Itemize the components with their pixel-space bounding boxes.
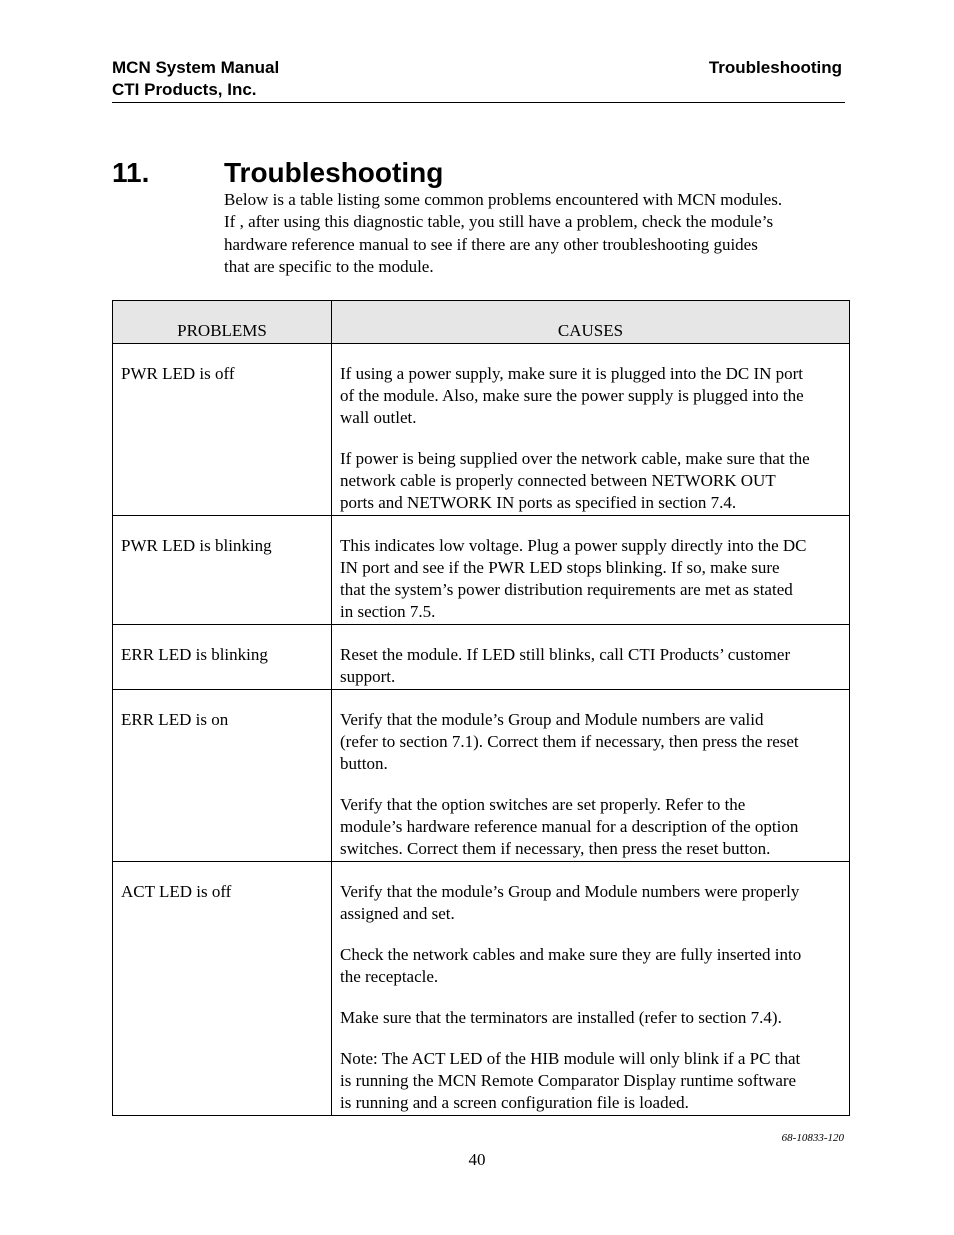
cause-line: IN port and see if the PWR LED stops blinking. If so, make sure bbox=[340, 558, 780, 577]
problem-cell: ERR LED is on bbox=[113, 690, 332, 862]
cause-line: that the system’s power distribution requirements are met as stated bbox=[340, 580, 793, 599]
cause-line: ports and NETWORK IN ports as specified in section 7.4. bbox=[340, 493, 737, 512]
cause-paragraph bbox=[340, 644, 843, 688]
causes-cell bbox=[332, 344, 850, 516]
table-row bbox=[113, 690, 850, 862]
company-name: CTI Products, Inc. bbox=[112, 80, 257, 99]
page-number: 40 bbox=[468, 1150, 486, 1169]
section-title: Troubleshooting bbox=[224, 157, 444, 188]
cause-line: support. bbox=[340, 667, 396, 686]
header-section-name: Troubleshooting bbox=[708, 58, 842, 77]
cause-line: button. bbox=[340, 754, 388, 773]
cause-line: of the module. Also, make sure the power supply is plugged into the bbox=[340, 386, 804, 405]
cause-line: (refer to section 7.1). Correct them if necessary, then press the reset bbox=[340, 732, 799, 751]
problems-column-header: PROBLEMS bbox=[113, 301, 332, 344]
table-row bbox=[113, 625, 850, 690]
cause-line: Verify that the module’s Group and Module numbers were properly bbox=[340, 882, 800, 901]
problem-cell: PWR LED is blinking bbox=[113, 516, 332, 625]
cause-line: Check the network cables and make sure they are fully inserted into bbox=[340, 945, 802, 964]
cause-line: is running and a screen configuration file is loaded. bbox=[340, 1093, 689, 1112]
cause-line: switches. Correct them if necessary, then press the reset button. bbox=[340, 839, 771, 858]
table-row bbox=[113, 344, 850, 516]
intro-line: hardware reference manual to see if there are any other troubleshooting guides bbox=[224, 234, 758, 254]
cause-line: assigned and set. bbox=[340, 904, 455, 923]
cause-line: Make sure that the terminators are installed (refer to section 7.4). bbox=[340, 1008, 782, 1027]
table-row bbox=[113, 862, 850, 1116]
cause-line: network cable is properly connected between NETWORK OUT bbox=[340, 471, 776, 490]
causes-cell bbox=[332, 690, 850, 862]
manual-title: MCN System Manual bbox=[112, 58, 280, 77]
cause-line: This indicates low voltage. Plug a power supply directly into the DC bbox=[340, 536, 807, 555]
document-code: 68-10833-120 bbox=[781, 1132, 844, 1144]
cause-line: Verify that the module’s Group and Module numbers are valid bbox=[340, 710, 764, 729]
causes-cell bbox=[332, 862, 850, 1116]
cause-line: is running the MCN Remote Comparator Display runtime software bbox=[340, 1071, 797, 1090]
cause-paragraph bbox=[340, 881, 843, 925]
cause-line: If power is being supplied over the network cable, make sure that the bbox=[340, 449, 810, 468]
intro-line: that are specific to the module. bbox=[224, 256, 434, 276]
intro-line: If , after using this diagnostic table, you still have a problem, check the module’s bbox=[224, 212, 774, 232]
cause-line: Reset the module. If LED still blinks, call CTI Products’ customer bbox=[340, 645, 791, 664]
cause-paragraph bbox=[340, 448, 843, 514]
section-number: 11. bbox=[112, 157, 150, 188]
cause-paragraph bbox=[340, 944, 843, 988]
cause-paragraph bbox=[340, 535, 843, 623]
problem-cell: PWR LED is off bbox=[113, 344, 332, 516]
cause-paragraph bbox=[340, 709, 843, 775]
cause-paragraph bbox=[340, 794, 843, 860]
causes-cell bbox=[332, 625, 850, 690]
cause-line: in section 7.5. bbox=[340, 602, 436, 621]
troubleshooting-table bbox=[112, 300, 850, 1116]
cause-paragraph bbox=[340, 1048, 843, 1114]
cause-line: Note: The ACT LED of the HIB module will only blink if a PC that bbox=[340, 1049, 801, 1068]
cause-line: If using a power supply, make sure it is plugged into the DC IN port bbox=[340, 364, 804, 383]
table-row bbox=[113, 516, 850, 625]
header-rule bbox=[112, 102, 845, 103]
table-header-row bbox=[113, 301, 850, 344]
problem-cell: ACT LED is off bbox=[113, 862, 332, 1116]
cause-paragraph bbox=[340, 1007, 843, 1029]
causes-column-header: CAUSES bbox=[332, 301, 850, 344]
intro-line: Below is a table listing some common problems encountered with MCN modules. bbox=[224, 190, 783, 209]
cause-line: module’s hardware reference manual for a description of the option bbox=[340, 817, 799, 836]
intro-paragraph bbox=[224, 189, 846, 278]
cause-line: wall outlet. bbox=[340, 408, 417, 427]
problem-cell: ERR LED is blinking bbox=[113, 625, 332, 690]
causes-cell bbox=[332, 516, 850, 625]
cause-paragraph bbox=[340, 363, 843, 429]
cause-line: the receptacle. bbox=[340, 967, 439, 986]
cause-line: Verify that the option switches are set properly. Refer to the bbox=[340, 795, 746, 814]
